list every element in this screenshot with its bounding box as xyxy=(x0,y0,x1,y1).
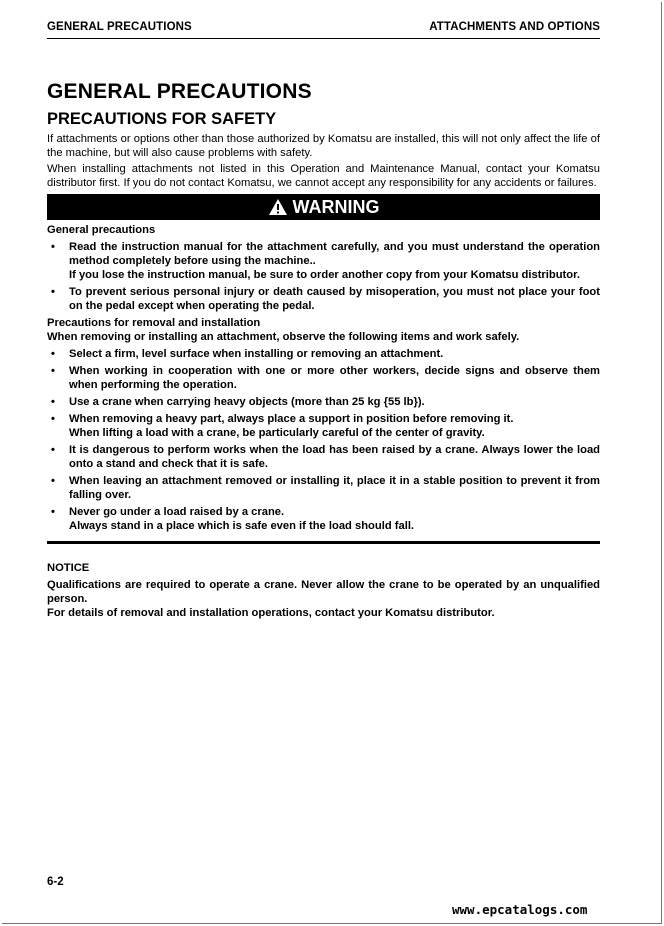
bullet-icon: • xyxy=(51,348,55,360)
list-item xyxy=(47,364,600,392)
warning-end-rule xyxy=(47,541,600,544)
list-item-text: If you lose the instruction manual, be sure to order another copy from your Komatsu distributor. xyxy=(69,269,580,281)
bullet-icon: • xyxy=(51,413,55,425)
general-precautions-heading: General precautions xyxy=(47,224,156,236)
list-item xyxy=(47,412,600,440)
list-item xyxy=(47,347,600,361)
header-section-title: ATTACHMENTS AND OPTIONS xyxy=(429,21,600,33)
list-item xyxy=(47,395,600,409)
page-number: 6-2 xyxy=(47,876,64,888)
bullet-icon: • xyxy=(51,396,55,408)
list-item-text: Always stand in a place which is safe even if the load should fall. xyxy=(69,520,415,532)
warning-triangle-icon xyxy=(268,198,288,216)
list-item-text: To prevent serious personal injury or death caused by misoperation, you must not place your foot on the pedal except when operating the pedal. xyxy=(69,286,600,312)
intro-paragraph-1: If attachments or options other than those authorized by Komatsu are installed, this will not only affect the life of the machine, but will also cause problems with safety. xyxy=(47,133,600,159)
bullet-icon: • xyxy=(51,444,55,456)
header-chapter-title: GENERAL PRECAUTIONS xyxy=(47,21,192,33)
intro-paragraph-2: When installing attachments not listed in this Operation and Maintenance Manual, contact your Komatsu distributor first. If you do not contact Komatsu, we cannot accept any responsibility for any accidents or failures. xyxy=(47,163,600,189)
bullet-icon: • xyxy=(51,475,55,487)
removal-precautions-list xyxy=(47,347,600,533)
list-item xyxy=(47,443,600,471)
list-item-text: Read the instruction manual for the attachment carefully, and you must understand the operation method completely before using the machine.. xyxy=(69,241,600,267)
list-item-text: When lifting a load with a crane, be particularly careful of the center of gravity. xyxy=(69,427,485,439)
list-item-text: Never go under a load raised by a crane. xyxy=(69,506,285,518)
notice-title: NOTICE xyxy=(47,562,90,574)
bullet-icon: • xyxy=(51,286,55,298)
bullet-icon: • xyxy=(51,365,55,377)
list-item-text: When removing a heavy part, always place a support in position before removing it. xyxy=(69,413,514,425)
page-content xyxy=(47,80,600,620)
general-precautions-list xyxy=(47,240,600,313)
list-item xyxy=(47,474,600,502)
section-title: PRECAUTIONS FOR SAFETY xyxy=(47,110,277,128)
warning-label: WARNING xyxy=(292,196,380,217)
removal-precautions-heading: Precautions for removal and installation xyxy=(47,317,261,329)
list-item-text: When working in cooperation with one or more other workers, decide signs and observe them when performing the operation. xyxy=(69,365,600,391)
list-item xyxy=(47,505,600,533)
bullet-icon: • xyxy=(51,506,55,518)
notice-block xyxy=(47,561,600,620)
list-item-text: Use a crane when carrying heavy objects (more than 25 kg {55 lb}). xyxy=(69,396,425,408)
watermark-url: www.epcatalogs.com xyxy=(452,902,588,917)
list-item xyxy=(47,240,600,282)
page-title: GENERAL PRECAUTIONS xyxy=(47,80,312,103)
running-header xyxy=(47,19,600,39)
list-item-text: It is dangerous to perform works when the load has been raised by a crane. Always lower the load onto a stand and check that it is safe. xyxy=(69,444,600,470)
notice-line-2: For details of removal and installation operations, contact your Komatsu distributor. xyxy=(47,607,495,619)
removal-intro: When removing or installing an attachment, observe the following items and work safely. xyxy=(47,331,520,343)
notice-line-1: Qualifications are required to operate a crane. Never allow the crane to be operated by an unqualified person. xyxy=(47,579,600,605)
list-item-text: When leaving an attachment removed or installing it, place it in a stable position to prevent it from falling over. xyxy=(69,475,600,501)
list-item-text: Select a firm, level surface when installing or removing an attachment. xyxy=(69,348,444,360)
list-item xyxy=(47,285,600,313)
bullet-icon: • xyxy=(51,241,55,253)
warning-banner xyxy=(47,194,600,220)
